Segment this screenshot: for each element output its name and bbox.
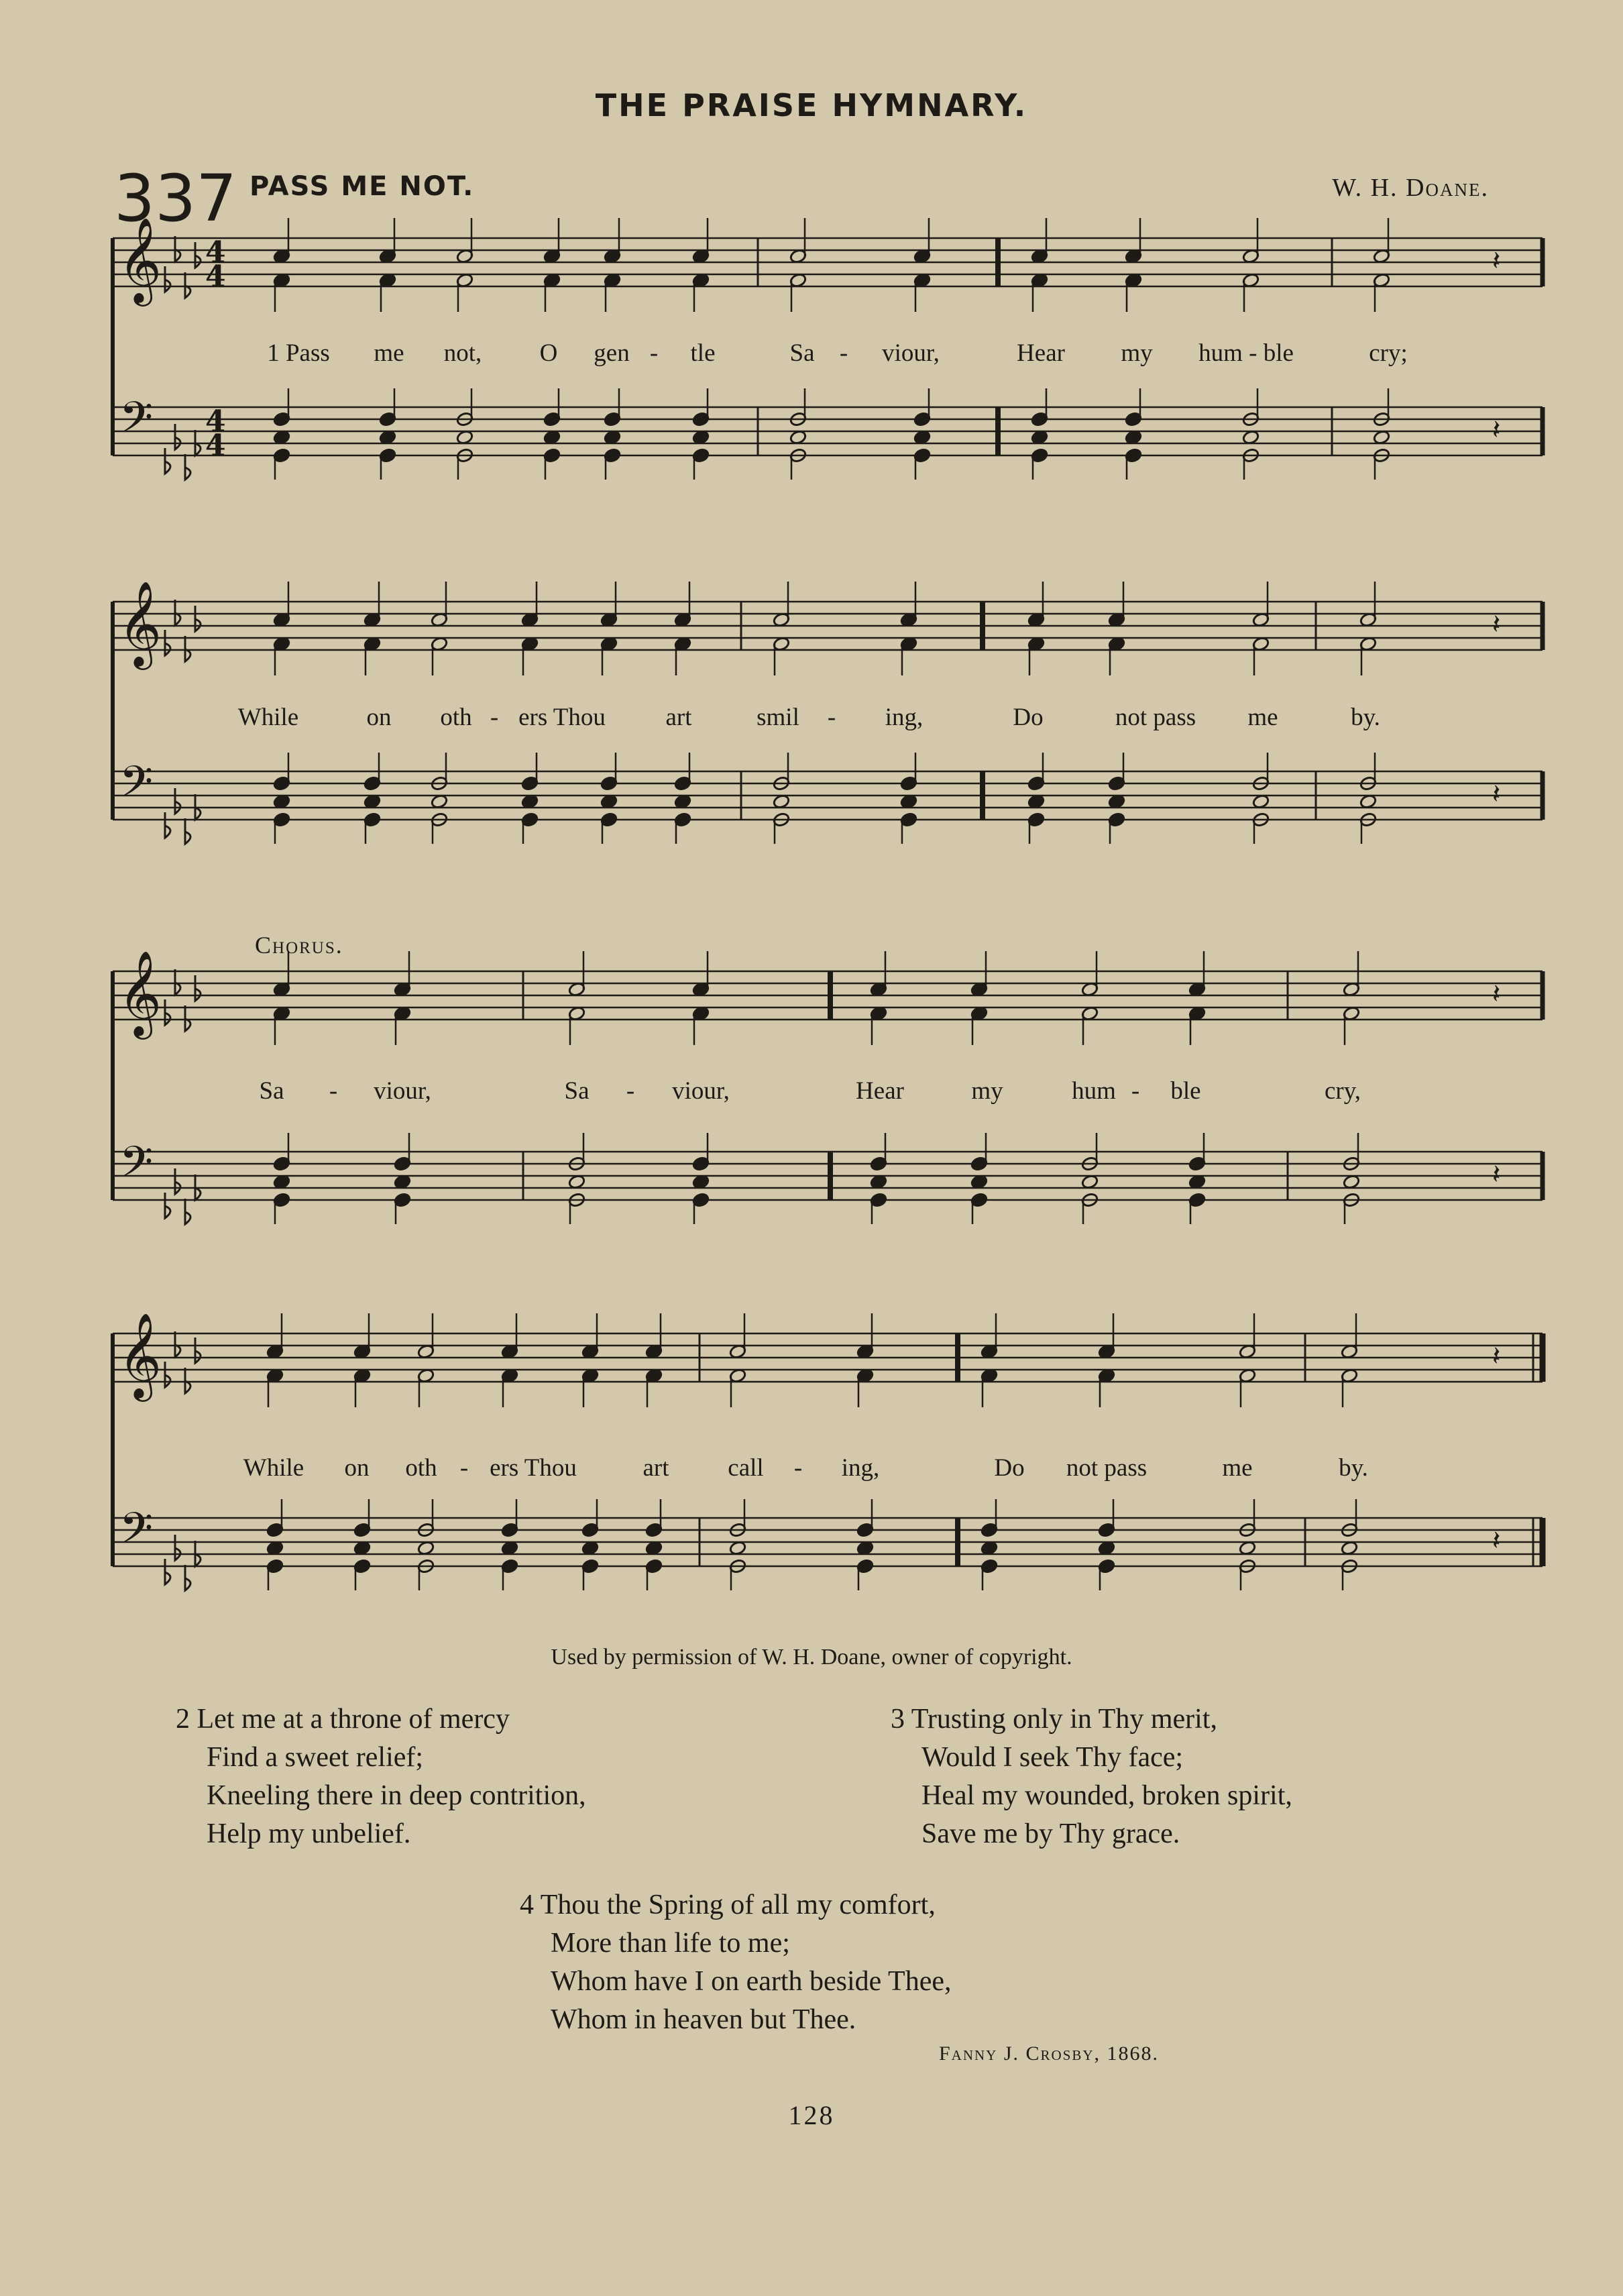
lyric-syllable: on: [344, 1454, 370, 1482]
music-system-4: [113, 1312, 1543, 1590]
lyric-syllable: While: [243, 1454, 304, 1482]
lyric-syllable: Do: [994, 1454, 1025, 1482]
flat-sign: [195, 242, 201, 268]
lyric-hyphen: -: [793, 1454, 803, 1482]
lyric-syllable: art: [665, 704, 692, 731]
time-signature-numerator: 4: [205, 235, 226, 270]
author-credit: Fanny J. Crosby, 1868.: [939, 2042, 1160, 2065]
rest-icon: 𝄽: [1492, 245, 1501, 276]
verse-line: Heal my wounded, broken spirit,: [921, 1780, 1292, 1811]
lyric-hyphen: -: [1131, 1077, 1140, 1105]
lyric-syllable: me: [1247, 704, 1278, 731]
flat-sign: [165, 630, 170, 655]
lyric-syllable: by.: [1339, 1454, 1368, 1482]
flat-sign: [185, 1368, 190, 1393]
lyric-syllable: me: [1222, 1454, 1253, 1482]
treble-clef-icon: 𝄞: [118, 580, 162, 666]
treble-clef-icon: 𝄞: [118, 1312, 162, 1398]
verse-line: Trusting only in Thy merit,: [911, 1704, 1217, 1735]
lyric-hyphen: -: [839, 339, 848, 367]
flat-sign: [165, 999, 170, 1025]
lyric-syllable: cry;: [1369, 339, 1408, 367]
lyric-syllable: oth: [440, 704, 472, 731]
flat-sign: [175, 600, 180, 625]
lyric-syllable: Hear: [1017, 339, 1065, 367]
flat-sign: [185, 818, 190, 844]
flat-sign: [195, 606, 201, 631]
verse-number: 3: [891, 1704, 905, 1735]
book-title: THE PRAISE HYMNARY.: [595, 87, 1028, 123]
lyric-syllable: my: [971, 1077, 1003, 1105]
flat-sign: [165, 1362, 170, 1387]
lyric-syllable: smil: [757, 704, 799, 731]
rest-icon: 𝄽: [1492, 414, 1501, 445]
time-signature-numerator: 4: [205, 404, 226, 439]
bass-clef-icon: 𝄢: [119, 393, 154, 453]
lyric-syllable: gen: [594, 339, 630, 367]
rest-icon: 𝄽: [1492, 978, 1501, 1009]
treble-clef-icon: 𝄞: [118, 217, 162, 303]
flat-sign: [175, 424, 180, 449]
lyric-syllable: on: [366, 704, 392, 731]
verse-2: [176, 1700, 586, 1853]
flat-sign: [185, 272, 190, 298]
lyric-syllable: not,: [443, 339, 482, 367]
lyric-syllable: hum - ble: [1198, 339, 1294, 367]
lyric-syllable: call: [728, 1454, 764, 1482]
lyric-syllable: cry,: [1324, 1077, 1361, 1105]
page-number: 128: [788, 2100, 835, 2130]
lyric-syllable: viour,: [882, 339, 940, 367]
flat-sign: [175, 1535, 180, 1560]
lyric-syllable: art: [642, 1454, 669, 1482]
lyric-syllable: 1 Pass: [267, 339, 330, 367]
flat-sign: [185, 1565, 190, 1590]
verse-line: Whom in heaven but Thee.: [551, 2004, 856, 2035]
lyric-syllable: by.: [1351, 704, 1380, 731]
lyric-hyphen: -: [490, 704, 499, 731]
bass-clef-icon: 𝄢: [119, 1504, 154, 1564]
rest-icon: 𝄽: [1492, 1525, 1501, 1556]
flat-sign: [165, 1559, 170, 1584]
flat-sign: [175, 236, 180, 262]
flat-sign: [195, 1337, 201, 1363]
rest-icon: 𝄽: [1492, 778, 1501, 810]
lyric-syllable: me: [374, 339, 404, 367]
bass-clef-icon: 𝄢: [119, 757, 154, 818]
time-signature-denominator: 4: [205, 429, 226, 463]
rest-icon: 𝄽: [1492, 608, 1501, 640]
lyric-syllable: not pass: [1066, 1454, 1148, 1482]
lyric-syllable: Sa: [789, 339, 815, 367]
verse-number: 2: [176, 1704, 190, 1735]
tune-name: PASS ME NOT.: [249, 171, 475, 202]
lyric-hyphen: -: [329, 1077, 338, 1105]
lyric-syllable: ing,: [885, 704, 924, 731]
lyric-syllable: Do: [1013, 704, 1044, 731]
flat-sign: [165, 812, 170, 838]
lyric-syllable: Hear: [856, 1077, 904, 1105]
composer-credit: W. H. Doane.: [1332, 174, 1489, 202]
rest-icon: 𝄽: [1492, 1340, 1501, 1372]
lyric-syllable: ers Thou: [518, 704, 606, 731]
lyric-hyphen: -: [649, 339, 659, 367]
treble-clef-icon: 𝄞: [118, 950, 162, 1036]
verse-line: Find a sweet relief;: [207, 1742, 424, 1773]
verse-line: Thou the Spring of all my comfort,: [540, 1890, 936, 1920]
flat-sign: [185, 454, 190, 480]
verse-line: Kneeling there in deep contrition,: [207, 1780, 586, 1811]
lyric-syllable: tle: [690, 339, 716, 367]
verse-line: Save me by Thy grace.: [921, 1818, 1180, 1849]
verse-line: More than life to me;: [551, 1928, 790, 1959]
lyric-hyphen: -: [459, 1454, 469, 1482]
verse-3: [891, 1700, 1292, 1853]
lyric-syllable: viour,: [672, 1077, 730, 1105]
bass-clef-icon: 𝄢: [119, 1138, 154, 1198]
flat-sign: [185, 1199, 190, 1224]
lyric-syllable: hum: [1072, 1077, 1116, 1105]
verse-line: Help my unbelief.: [207, 1818, 411, 1849]
verse-line: Would I seek Thy face;: [921, 1742, 1184, 1773]
lyric-syllable: Sa: [564, 1077, 590, 1105]
rest-icon: 𝄽: [1492, 1158, 1501, 1190]
flat-sign: [195, 975, 201, 1001]
chorus-label: Chorus.: [255, 932, 343, 959]
flat-sign: [165, 266, 170, 292]
verse-line: Whom have I on earth beside Thee,: [551, 1966, 952, 1997]
flat-sign: [175, 969, 180, 995]
hymn-number: 337: [114, 161, 237, 236]
flat-sign: [175, 788, 180, 814]
verse-line: Let me at a throne of mercy: [197, 1704, 510, 1735]
lyric-syllable: viour,: [374, 1077, 431, 1105]
flat-sign: [175, 1168, 180, 1194]
lyric-syllable: ble: [1170, 1077, 1201, 1105]
flat-sign: [185, 636, 190, 661]
copyright-note: Used by permission of W. H. Doane, owner of copyright.: [551, 1645, 1072, 1670]
lyric-syllable: ing,: [841, 1454, 880, 1482]
verse-4: [520, 1886, 952, 2039]
lyric-syllable: O: [539, 339, 558, 367]
verse-number: 4: [520, 1890, 534, 1920]
flat-sign: [175, 1331, 180, 1357]
lyric-hyphen: -: [827, 704, 836, 731]
lyric-syllable: ers Thou: [490, 1454, 577, 1482]
lyric-syllable: oth: [405, 1454, 437, 1482]
time-signature-denominator: 4: [205, 260, 226, 294]
flat-sign: [165, 1193, 170, 1218]
lyric-syllable: not pass: [1115, 704, 1196, 731]
lyric-hyphen: -: [626, 1077, 635, 1105]
lyric-syllable: Sa: [259, 1077, 284, 1105]
lyric-syllable: my: [1121, 339, 1153, 367]
flat-sign: [165, 448, 170, 474]
flat-sign: [185, 1005, 190, 1031]
lyric-syllable: While: [237, 704, 299, 731]
